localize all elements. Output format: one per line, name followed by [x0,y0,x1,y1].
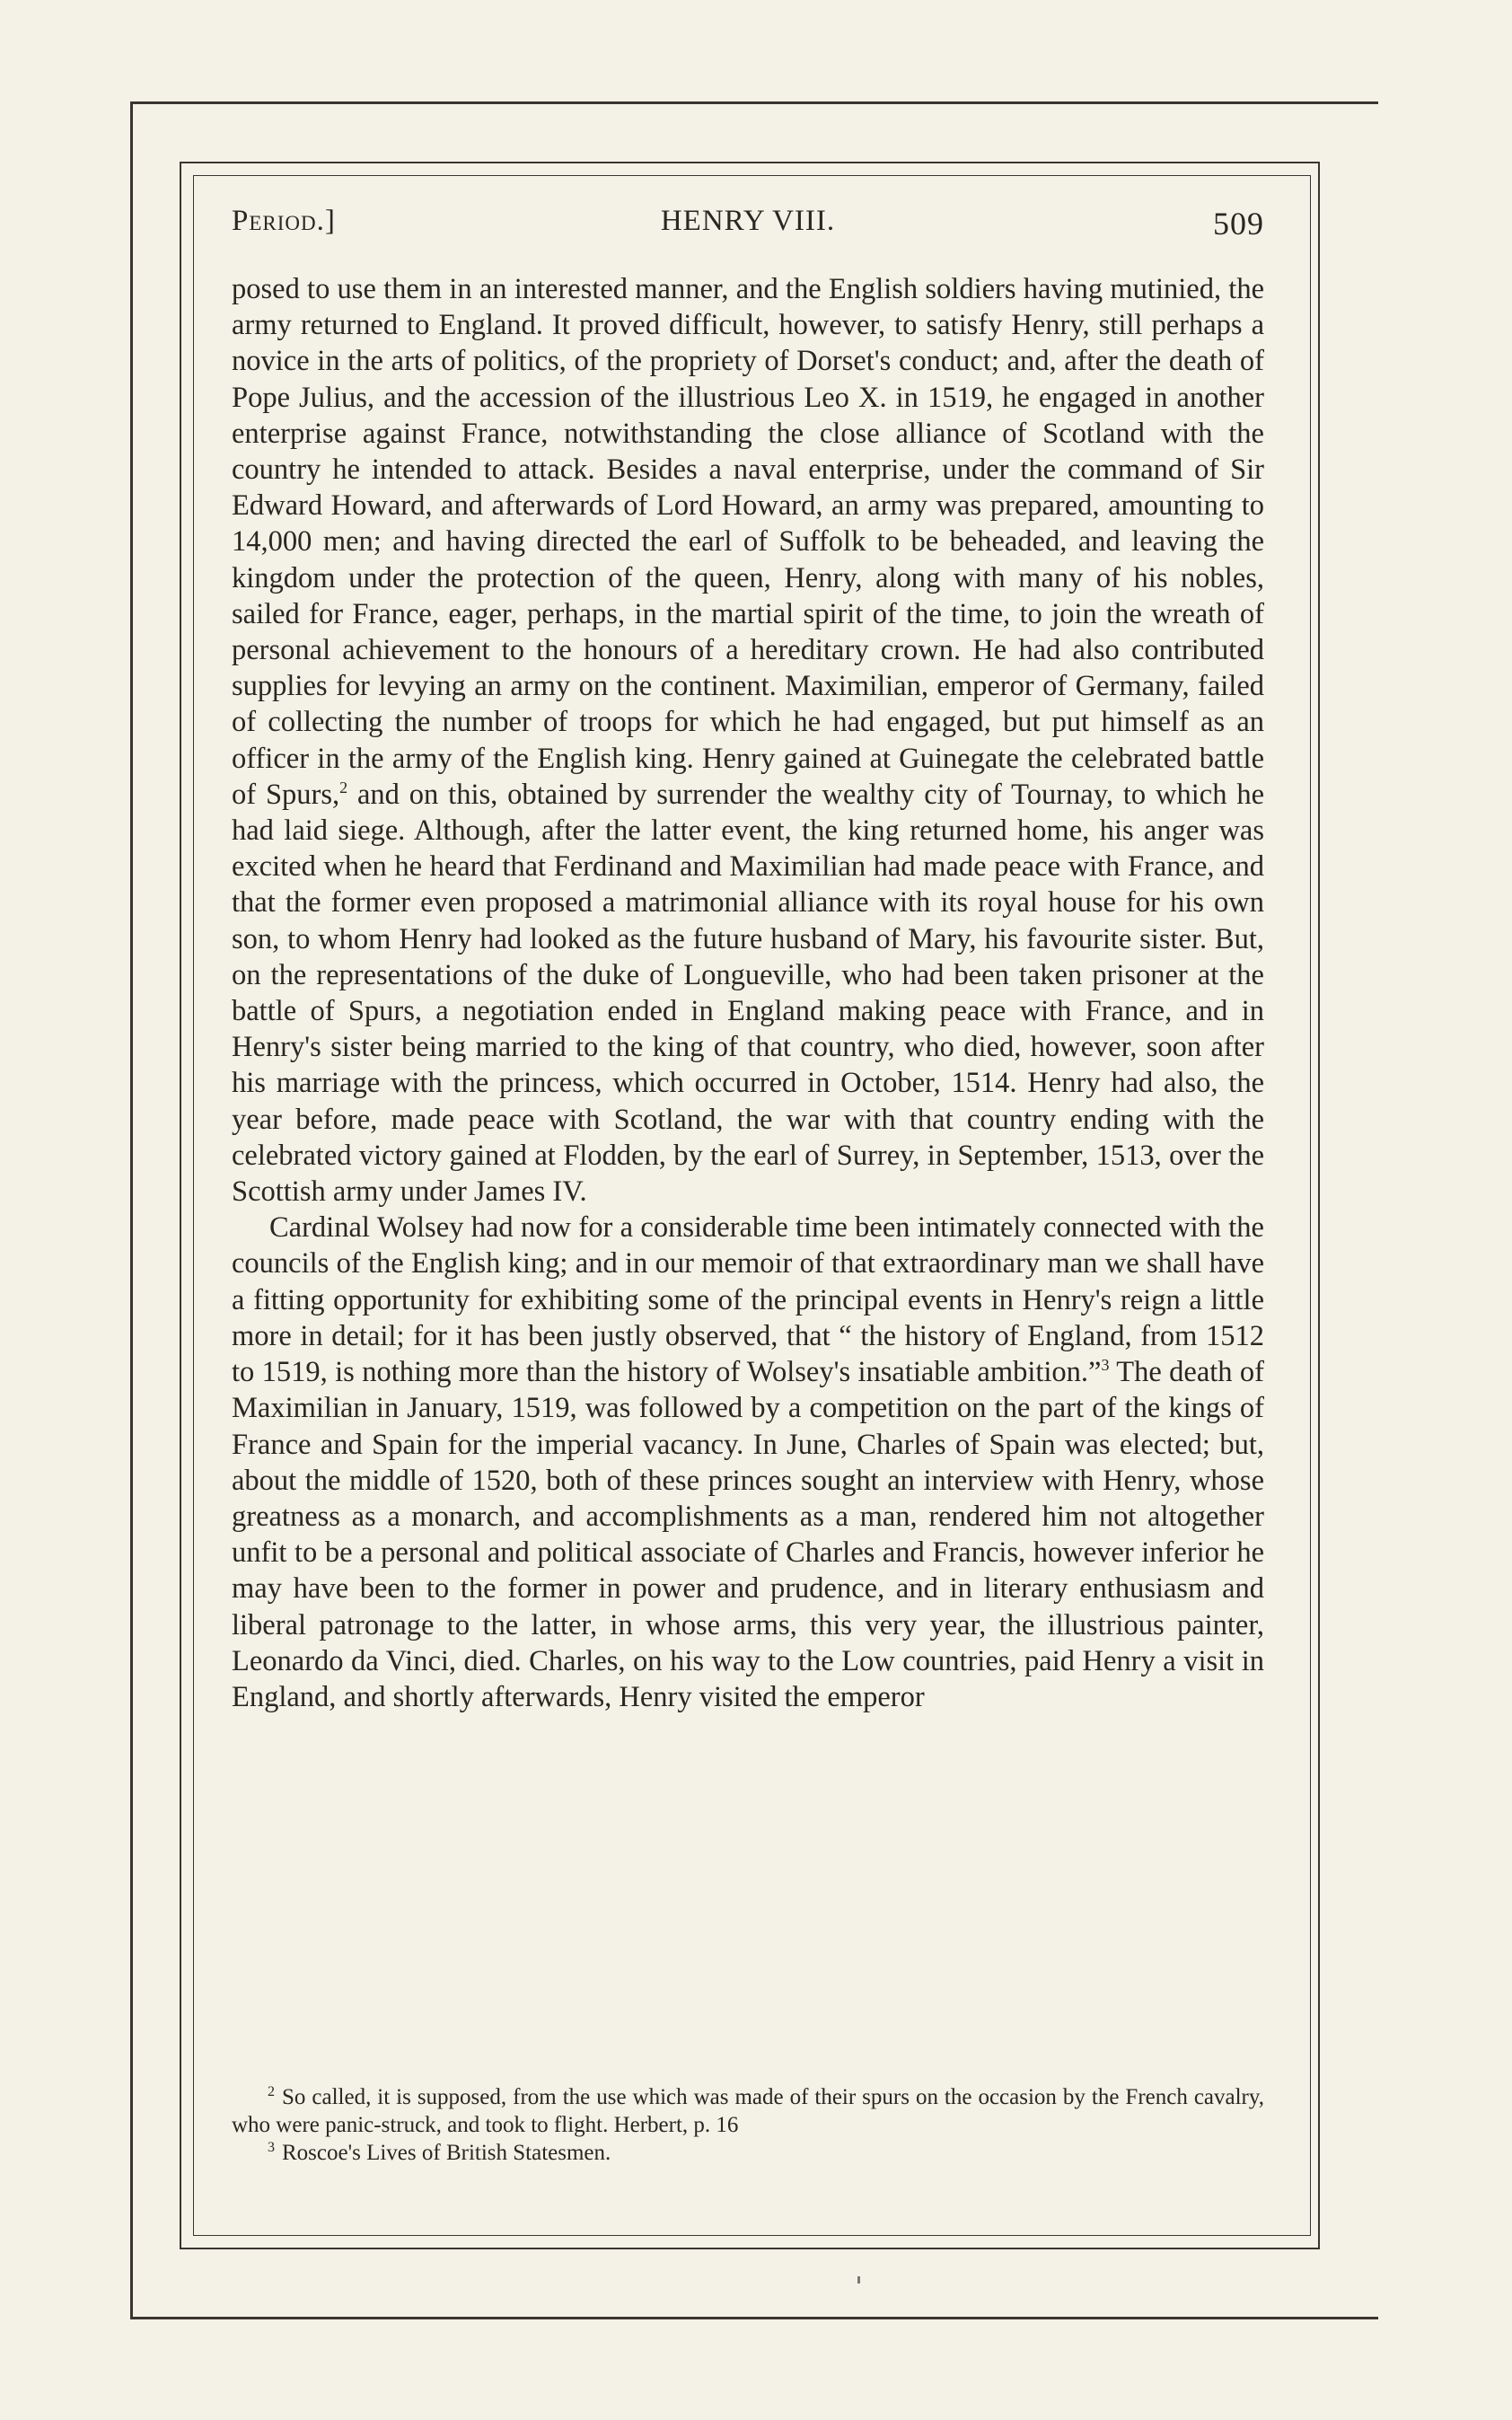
paragraph-1-part-1: posed to use them in an interested manner, and the English soldiers having mutinied, the army returned to England. It proved difficult, however, to satisfy Henry, still perhaps a novice in the arts of politics, of the propriety of Dorset's conduct; and, after the death of Pope Julius, and the accession of the illustrious Leo X. in 1519, he engaged in another enterprise against France, notwithstanding the close alliance of Scotland with the country he intended to attack. Besides a naval enterprise, under the command of Sir Edward Howard, and afterwards of Lord Howard, an army was prepared, amounting to 14,000 men; and having directed the earl of Suffolk to be beheaded, and leaving the kingdom under the protection of the queen, Henry, along with many of his nobles, sailed for France, eager, perhaps, in the martial spirit of the time, to join the wreath of personal achievement to the honours of a hereditary crown. He had also contributed supplies for levying an army on the continent. Maximilian, emperor of Germany, failed of collecting the number of troops for which he had engaged, but put himself as an officer in the army of the English king. Henry gained at Guinegate the celebrated battle of Spurs, [232,273,1264,811]
header-title: HENRY VIII. [660,205,836,237]
footnote-text: Roscoe's Lives of British Statesmen. [282,2141,611,2165]
page-number: 509 [1213,206,1264,242]
paragraph-2-part-1: Cardinal Wolsey had now for a considerable time been intimately connected with the councils of the English king; and in our memoir of that extraordinary man we shall have a fitting opportunity for exhibiting some of the principal events in Henry's reign a little more in detail; for it has been justly observed, that “ the history of England, from 1512 to 1519, is nothing more than the history of Wolsey's insatiable ambition.” [232,1211,1264,1389]
footnote-mark: 2 [268,2083,275,2099]
print-mark [857,2276,860,2284]
header-section: Period.] [232,205,336,237]
footnote-mark: 3 [268,2139,275,2155]
footnotes [232,2083,1264,2167]
footnote-ref-3: 3 [1101,1356,1110,1375]
running-header [232,205,1264,259]
paragraph-1 [232,271,1264,1210]
footnote-text: So called, it is supposed, from the use which was made of their spurs on the occasion by the French cavalry, who were panic-struck, and took to flight. Herbert, p. 16 [232,2085,1264,2137]
footnote-ref-2: 2 [339,779,348,797]
paragraph-2 [232,1210,1264,1715]
paragraph-2-part-2: The death of Maximilian in January, 1519, was followed by a competition on the part of the kings of France and Spain for the imperial vacancy. In June, Charles of Spain was elected; but, about the middle of 1520, both of these princes sought an interview with Henry, whose greatness as a monarch, and accomplishments as a man, rendered him not altogether unfit to be a personal and political associate of Charles and Francis, however inferior he may have been to the former in power and prudence, and in literary enthusiasm and liberal patronage to the latter, in whose arms, this very year, the illustrious painter, Leonardo da Vinci, died. Charles, on his way to the Low countries, paid Henry a visit in England, and shortly afterwards, Henry visited the emperor [232,1356,1264,1713]
footnote-2 [232,2083,1264,2139]
body-text [232,271,1264,1715]
paragraph-1-part-2: and on this, obtained by surrender the wealthy city of Tournay, to which he had laid siege. Although, after the latter event, the king returned home, his anger was excited when he heard that Ferdinand and Maximilian had made peace with France, and that the former even proposed a matrimonial alliance with its royal house for his own son, to whom Henry had looked as the future husband of Mary, his favourite sister. But, on the representations of the duke of Longueville, who had been taken prisoner at the battle of Spurs, a negotiation ended in England making peace with France, and in Henry's sister being married to the king of that country, who died, however, soon after his marriage with the princess, which occurred in October, 1514. Henry had also, the year before, made peace with Scotland, the war with that country ending with the celebrated victory gained at Flodden, by the earl of Surrey, in September, 1513, over the Scottish army under James IV. [232,778,1264,1209]
footnote-3 [232,2139,1264,2167]
